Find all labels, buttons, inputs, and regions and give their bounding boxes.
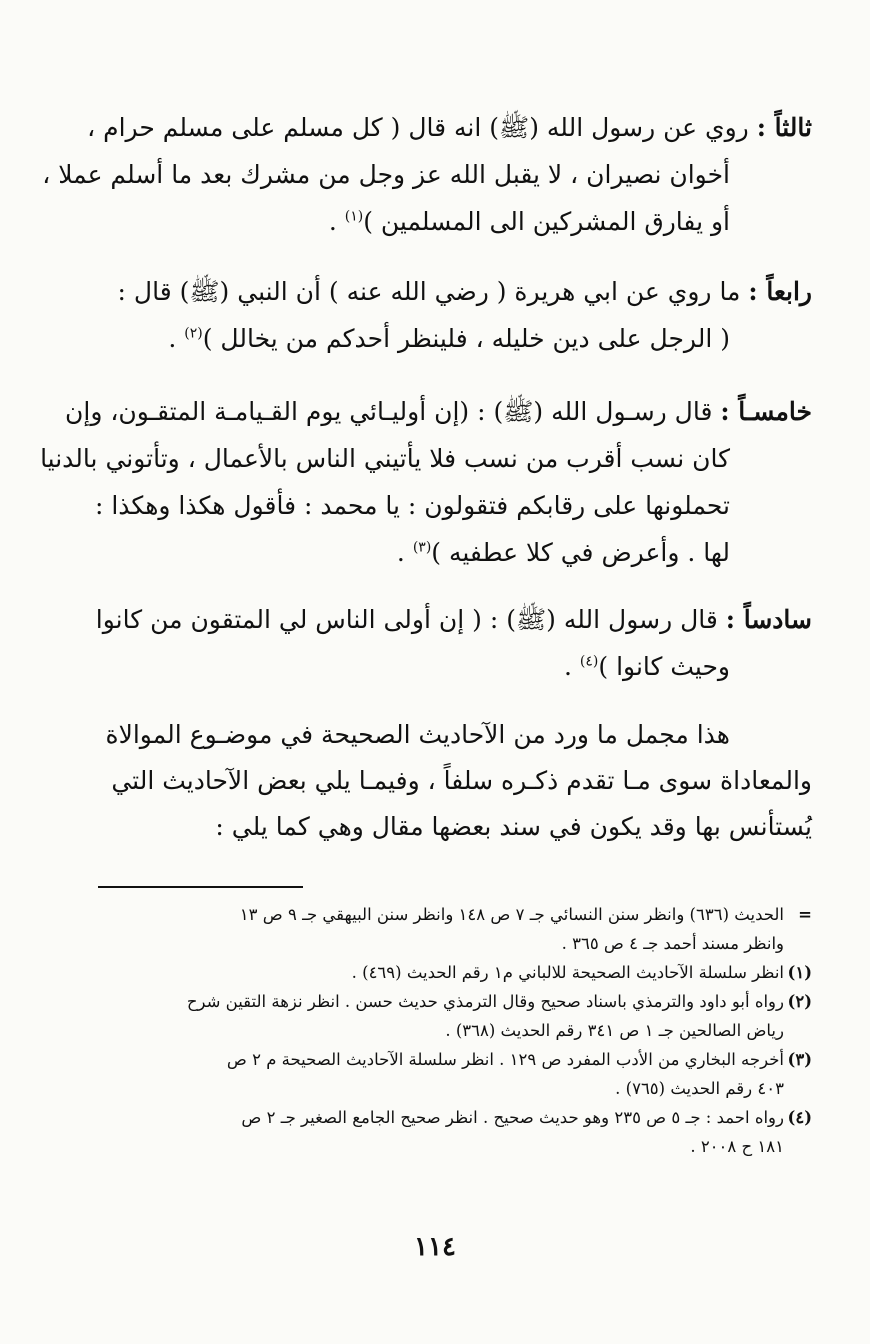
entry-line [65, 388, 812, 435]
paragraph-line: هذا مجمل ما ورد من الآحاديث الصحيحة في موضـوع الموالاة [105, 720, 730, 749]
footnote-number: = [798, 905, 812, 924]
entry-text: ما روي عن ابي هريرة ( رضي الله عنه ) أن النبي (ﷺ) قال : [117, 277, 741, 306]
entry-line [87, 104, 812, 151]
entry-line: أخوان نصيران ، لا يقبل الله عز وجل من مشرك بعد ما أسلم عملا ، [42, 160, 730, 189]
entry-text: أو يفارق المشركين الى المسلمين ) [363, 207, 730, 236]
footnote-line: ١٨١ ح ٢٠٠٨ . [690, 1137, 784, 1156]
hadith-entry-sixth [97, 596, 812, 690]
entry-lead: رابعاً : [748, 277, 812, 306]
entry-line [97, 198, 812, 245]
footnote-text: الحديث (٦٣٦) وانظر سنن النسائي جـ ٧ ص ١٤٨ وانظر سنن البيهقي جـ ٩ ص ١٣ [239, 905, 784, 924]
footnote-item [87, 1103, 812, 1132]
footnote-number: (٤) [787, 1108, 812, 1127]
footnote-item [87, 900, 812, 929]
hadith-entry-fifth [40, 388, 812, 576]
footnote-item [87, 958, 812, 987]
entry-lead: خامسـاً : [720, 397, 812, 426]
entry-text: قال رسول الله (ﷺ) : ( إن أولى الناس لي المتقون من كانوا [95, 605, 718, 634]
entry-line [97, 596, 812, 643]
footnote-item [87, 1045, 812, 1074]
entry-line [97, 315, 812, 362]
summary-paragraph [97, 712, 812, 850]
entry-tail: . [564, 652, 580, 681]
entry-line [97, 529, 812, 576]
entry-tail: . [396, 538, 413, 567]
page-number: ١١٤ [414, 1232, 456, 1262]
entry-line [97, 643, 812, 690]
footnote-ref: (٢) [184, 325, 203, 342]
paragraph-line: يُستأنس بها وقد يكون في سند بعضها مقال وهي كما يلي : [215, 812, 812, 841]
footnote-ref: (٣) [412, 539, 432, 556]
entry-tail: . [168, 324, 185, 353]
footnote-text: رواه احمد : جـ ٥ ص ٢٣٥ وهو حديث صحيح . انظر صحيح الجامع الصغير جـ ٢ ص [241, 1108, 784, 1127]
hadith-entry-third [42, 104, 812, 245]
footnote-ref: (٤) [579, 653, 599, 670]
entry-tail: . [328, 207, 345, 236]
entry-line: كان نسب أقرب من نسب فلا يأتيني الناس بالأعمال ، وتأتوني بالدنيا [40, 444, 730, 473]
entry-lead: ثالثاً : [756, 113, 812, 142]
footnote-item [87, 987, 812, 1016]
footnote-line: وانظر مسند أحمد جـ ٤ ص ٣٦٥ . [561, 934, 784, 953]
entry-text: قال رسـول الله (ﷺ) : (إن أوليـائي يوم القـيامـة المتقـون، وإن [65, 397, 713, 426]
footnote-number: (٣) [787, 1050, 812, 1069]
footnotes [87, 900, 812, 1161]
footnote-text: رواه أبو داود والترمذي باسناد صحيح وقال الترمذي حديث حسن . انظر نزهة التقين شرح [186, 992, 784, 1011]
footnote-line: ٤٠٣ رقم الحديث (٧٦٥) . [615, 1079, 784, 1098]
entry-text: وحيث كانوا ) [598, 652, 730, 681]
hadith-entry-fourth [97, 268, 812, 362]
footnote-divider [98, 886, 303, 888]
footnote-line: رياض الصالحين جـ ١ ص ٣٤١ رقم الحديث (٣٦٨) . [445, 1021, 784, 1040]
footnote-ref: (١) [344, 208, 364, 225]
entry-text: ( الرجل على دين خليله ، فلينظر أحدكم من يخالل ) [202, 324, 730, 353]
paragraph-line: والمعاداة سوى مـا تقدم ذكـره سلفاً ، وفيمـا يلي بعض الآحاديث التي [111, 766, 812, 795]
entry-line: تحملونها على رقابكم فتقولون : يا محمد : فأقول هكذا وهكذا : [94, 491, 730, 520]
entry-lead: سادساً : [725, 605, 812, 634]
entry-text: لها . وأعرض في كلا عطفيه ) [431, 538, 730, 567]
footnote-number: (١) [787, 963, 812, 982]
entry-line [97, 268, 812, 315]
footnote-number: (٢) [787, 992, 812, 1011]
footnote-text: انظر سلسلة الآحاديث الصحيحة للالباني م١ رقم الحديث (٤٦٩) . [351, 963, 784, 982]
entry-text: روي عن رسول الله (ﷺ) انه قال ( كل مسلم على مسلم حرام ، [87, 113, 749, 142]
footnote-text: أخرجه البخاري من الأدب المفرد ص ١٢٩ . انظر سلسلة الآحاديث الصحيحة م ٢ ص [226, 1050, 784, 1069]
